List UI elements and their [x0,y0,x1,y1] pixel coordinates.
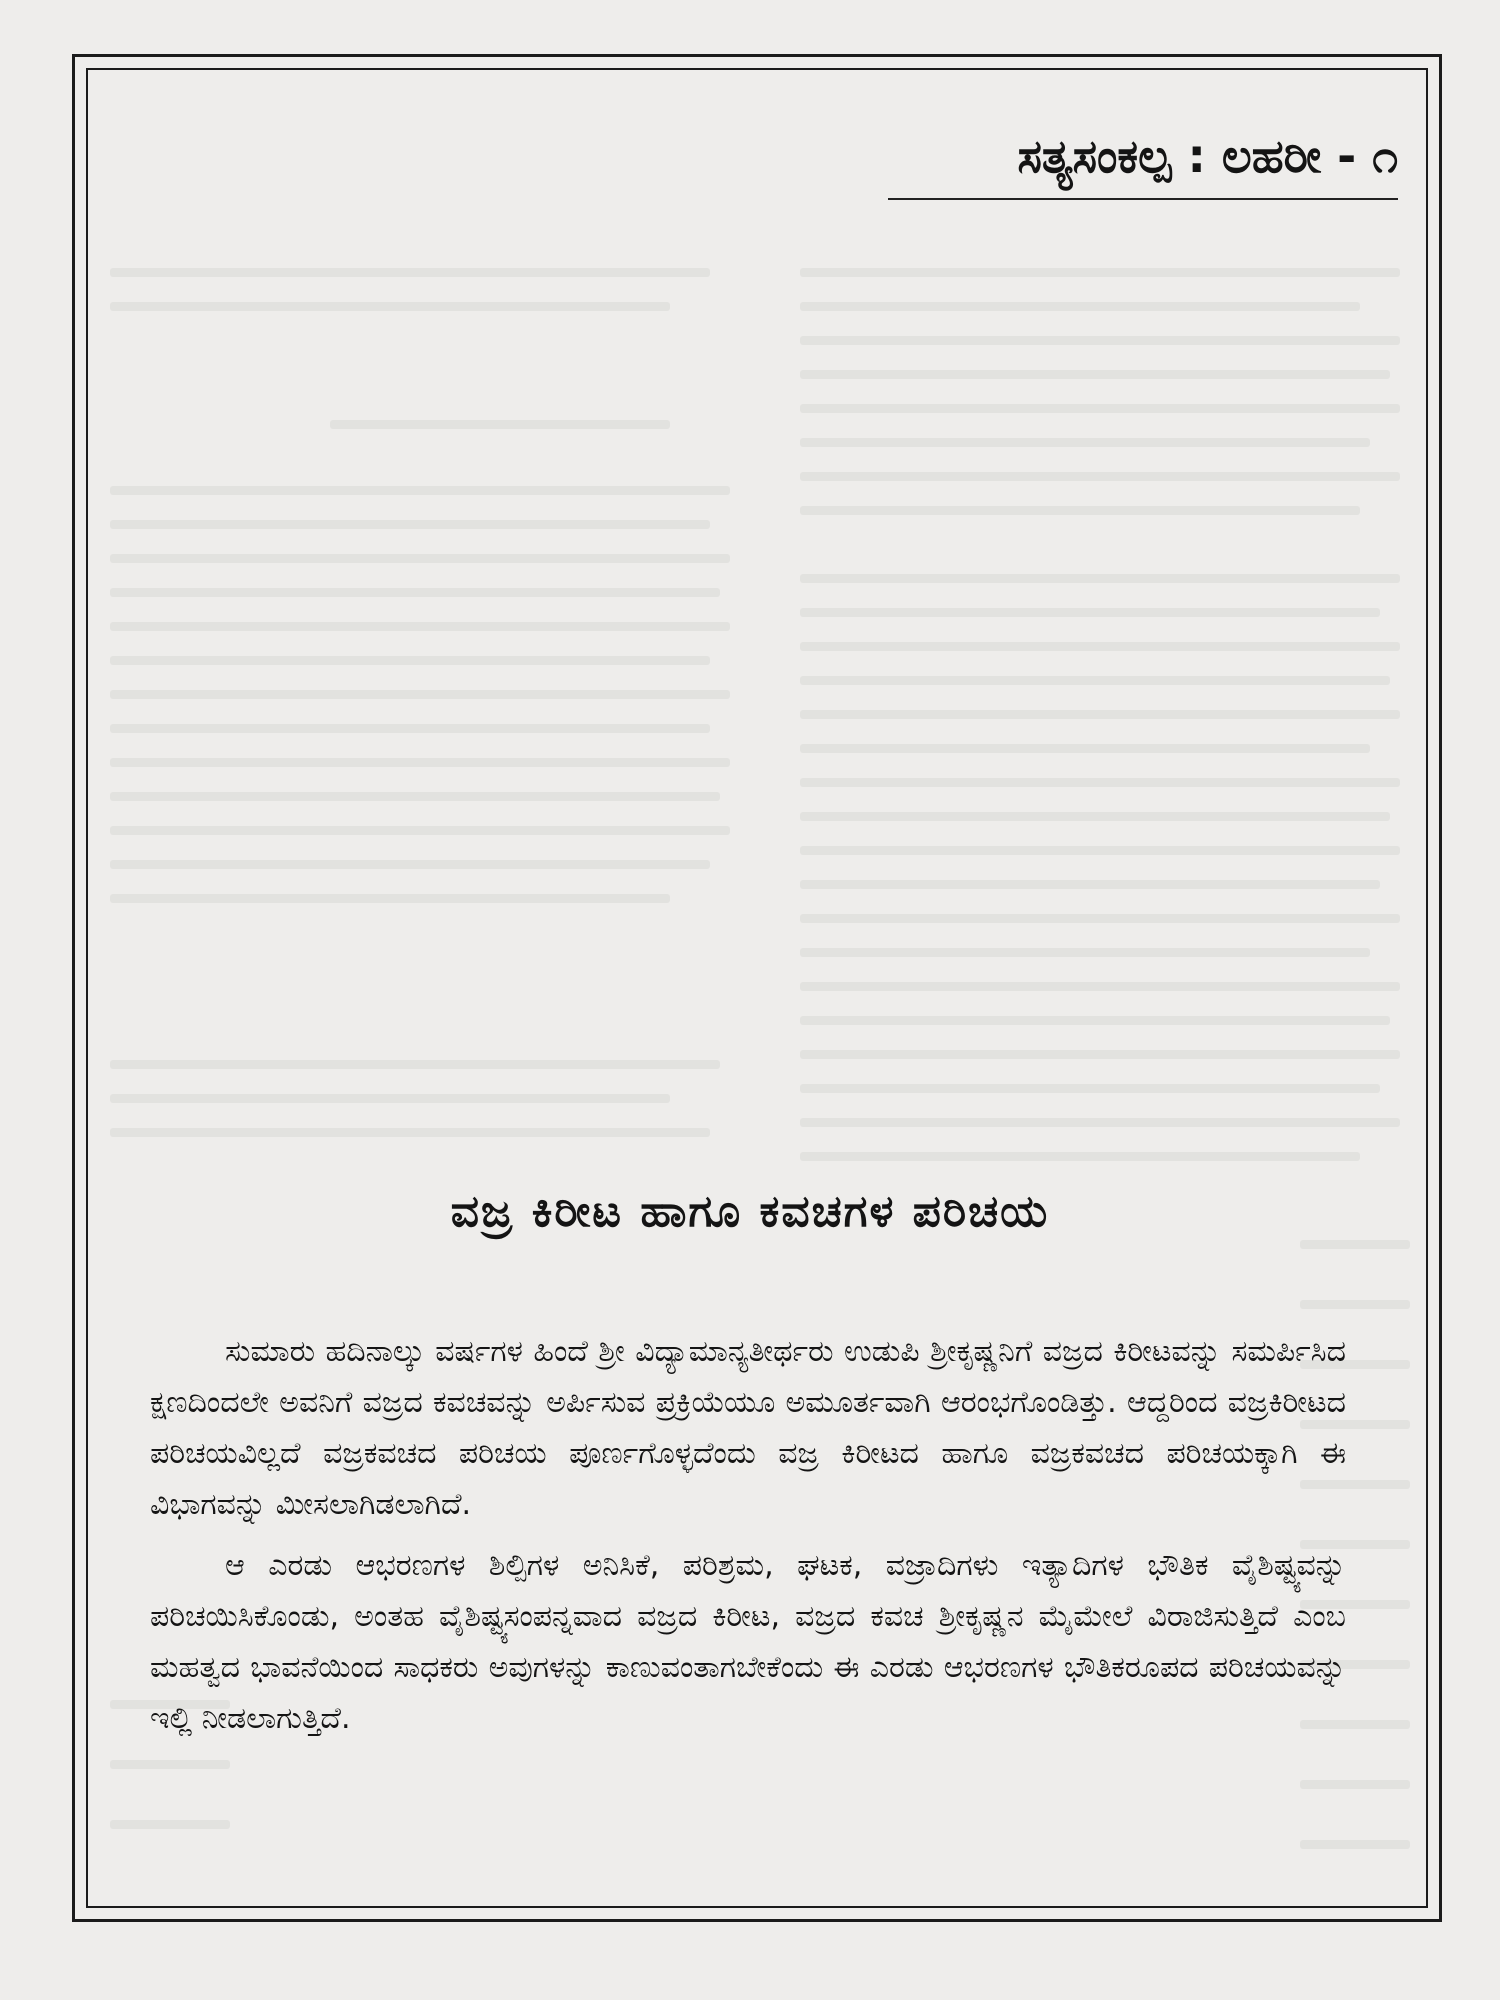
paragraph: ಸುಮಾರು ಹದಿನಾಲ್ಕು ವರ್ಷಗಳ ಹಿಂದೆ ಶ್ರೀ ವಿದ್ಯಾಮಾನ್ಯತೀರ್ಥರು ಉಡುಪಿ ಶ್ರೀಕೃಷ್ಣನಿಗೆ ವಜ್ರದ ಕಿರೀಟವನ್ನು ಸಮರ್ಪಿಸಿದ ಕ್ಷಣದಿಂದಲೇ ಅವನಿಗೆ ವಜ್ರದ ಕವಚವನ್ನು ಅರ್ಪಿಸುವ ಪ್ರಕ್ರಿಯೆಯೂ ಅಮೂರ್ತವಾಗಿ ಆರಂಭಗೊಂಡಿತ್ತು. ಆದ್ದರಿಂದ ವಜ್ರಕಿರೀಟದ ಪರಿಚಯವಿಲ್ಲದೆ ವಜ್ರಕವಚದ ಪರಿಚಯ ಪೂರ್ಣಗೊಳ್ಳದೆಂದು ವಜ್ರ ಕಿರೀಟದ ಹಾಗೂ ವಜ್ರಕವಚದ ಪರಿಚಯಕ್ಕಾಗಿ ಈ ವಿಭಾಗವನ್ನು ಮೀಸಲಾಗಿಡಲಾಗಿದೆ. [150,1334,1346,1522]
header-underline [888,198,1398,200]
article-body [150,1326,1346,1744]
paragraph: ಆ ಎರಡು ಆಭರಣಗಳ ಶಿಲ್ಪಿಗಳ ಅನಿಸಿಕೆ, ಪರಿಶ್ರಮ, ಘಟಕ, ವಜ್ರಾದಿಗಳು ಇತ್ಯಾದಿಗಳ ಭೌತಿಕ ವೈಶಿಷ್ಟ್ಯವನ್ನು ಪರಿಚಯಿಸಿಕೊಂಡು, ಅಂತಹ ವೈಶಿಷ್ಟ್ಯಸಂಪನ್ನವಾದ ವಜ್ರದ ಕಿರೀಟ, ವಜ್ರದ ಕವಚ ಶ್ರೀಕೃಷ್ಣನ ಮೈಮೇಲೆ ವಿರಾಜಿಸುತ್ತಿದೆ ಎಂಬ ಮಹತ್ವದ ಭಾವನೆಯಿಂದ ಸಾಧಕರು ಅವುಗಳನ್ನು ಕಾಣುವಂತಾಗಬೇಕೆಂದು ಈ ಎರಡು ಆಭರಣಗಳ ಭೌತಿಕರೂಪದ ಪರಿಚಯವನ್ನು ಇಲ್ಲಿ ನೀಡಲಾಗುತ್ತಿದೆ. [150,1548,1346,1736]
article-title: ವಜ್ರ ಕಿರೀಟ ಹಾಗೂ ಕವಚಗಳ ಪರಿಚಯ [450,1186,1050,1237]
running-header: ಸತ್ಯಸಂಕಲ್ಪ : ಲಹರೀ - ೧ [1017,129,1398,183]
